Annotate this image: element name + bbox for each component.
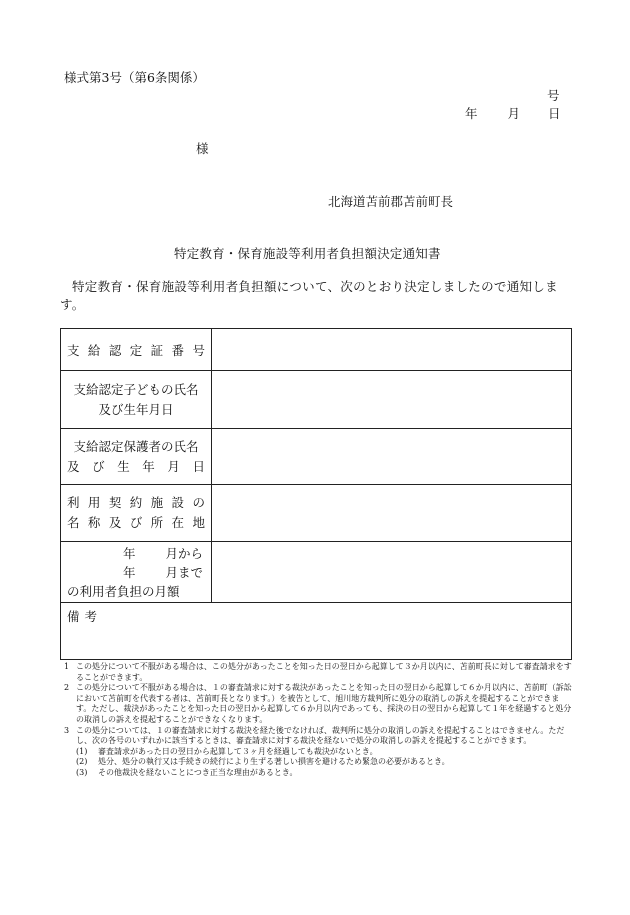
table-row: [61, 371, 572, 429]
certificate-number-label: 支 給 認 定 証 番 号: [67, 342, 205, 358]
monthly-amount-label: の利用者負担の月額: [67, 583, 180, 599]
notes-section: [64, 662, 574, 779]
period-to-month: 月まで: [165, 564, 204, 580]
date-line: [465, 104, 561, 122]
period-from-month: 月から: [165, 545, 204, 561]
note-item: [64, 662, 574, 683]
form-label: 様式第3号（第6条関係）: [64, 70, 205, 85]
subnote-item: [64, 768, 574, 779]
subnote-text: その他裁決を経ないことにつき正当な理由があるとき。: [98, 767, 298, 777]
subnote-text: 審査請求があった日の翌日から起算して３ヶ月を経過しても裁決がないとき。: [98, 746, 378, 756]
guardian-label-line2: 及 び 生 年 月 日: [67, 458, 205, 474]
table-row: [61, 542, 572, 603]
period-from-year: 年: [123, 545, 136, 561]
note-number: 1: [64, 662, 70, 671]
date-month: 月: [507, 106, 521, 121]
date-year: 年: [465, 106, 478, 121]
table-row: [61, 603, 572, 660]
document-title: 特定教育・保育施設等利用者負担額決定通知書: [174, 246, 441, 261]
table-row: [61, 329, 572, 371]
decision-table: [60, 328, 572, 660]
document-number-mark: 号: [547, 88, 560, 103]
subnote-item: [64, 747, 574, 758]
value-monthly-amount: [212, 542, 572, 603]
note-item: [64, 726, 574, 747]
table-row: [61, 485, 572, 542]
note-number: 3: [64, 725, 70, 735]
label-child: [61, 371, 212, 429]
value-certificate-number: [212, 329, 572, 371]
intro-text: 特定教育・保育施設等利用者負担額について、次のとおり決定しましたので通知します。: [60, 279, 558, 312]
remarks-cell: [61, 603, 572, 660]
note-number: 2: [64, 683, 70, 693]
date-day: 日: [548, 106, 561, 121]
label-facility: [61, 485, 212, 542]
period-to-year: 年: [123, 564, 136, 580]
issuer: 北海道苫前郡苫前町長: [328, 194, 454, 209]
value-facility: [212, 485, 572, 542]
label-certificate-number: [61, 329, 212, 371]
remarks-label: 備 考: [67, 609, 97, 624]
facility-label-line1: 利 用 契 約 施 設 の: [67, 495, 205, 510]
note-text: この処分については、１の審査請求に対する裁決を経た後でなければ、裁判所に処分の取消しの訴えを提起することはできません。ただし、次の各号のいずれかに該当するときは、審査請求に対する裁決を経ないで処分の取消しの訴えを提起することができます。: [76, 725, 565, 746]
addressee-suffix: 様: [196, 141, 209, 156]
value-guardian: [212, 429, 572, 485]
value-child: [212, 371, 572, 429]
guardian-label-line1: 支給認定保護者の氏名: [73, 438, 199, 454]
child-label-line1: 支給認定子どもの氏名: [73, 381, 199, 397]
subnote-number: (3): [76, 767, 88, 777]
subnote-item: [64, 757, 574, 768]
subnote-number: (2): [76, 757, 88, 767]
table-row: [61, 429, 572, 485]
label-guardian: [61, 429, 212, 485]
note-text: この処分について不服がある場合は、この処分があったことを知った日の翌日から起算して３か月以内に、苫前町長に対して審査請求をすることができます。: [76, 662, 572, 682]
note-text: この処分について不服がある場合は、１の審査請求に対する裁決があったことを知った日の翌日から起算して６か月以内に、苫前町（訴訟において苫前町を代表する者は、苫前町長となります。）を被告として、旭川地方裁判所に処分の取消しの訴えを提起することができます。ただし、裁決があったことを知った日の翌日から起算して６か月以内であっても、採決の日の翌日から起算して１年を経過すると処分の取消しの訴えを提起することができなくなります。: [76, 683, 572, 724]
child-label-line2: 及び生年月日: [98, 401, 174, 417]
label-monthly-amount: [61, 542, 212, 603]
subnote-text: 処分、処分の執行又は手続きの続行により生ずる著しい損害を避けるため緊急の必要があるとき。: [98, 757, 450, 767]
subnote-number: (1): [76, 746, 88, 756]
note-item: [64, 683, 574, 725]
facility-label-line2: 名 称 及 び 所 在 地: [67, 515, 205, 530]
